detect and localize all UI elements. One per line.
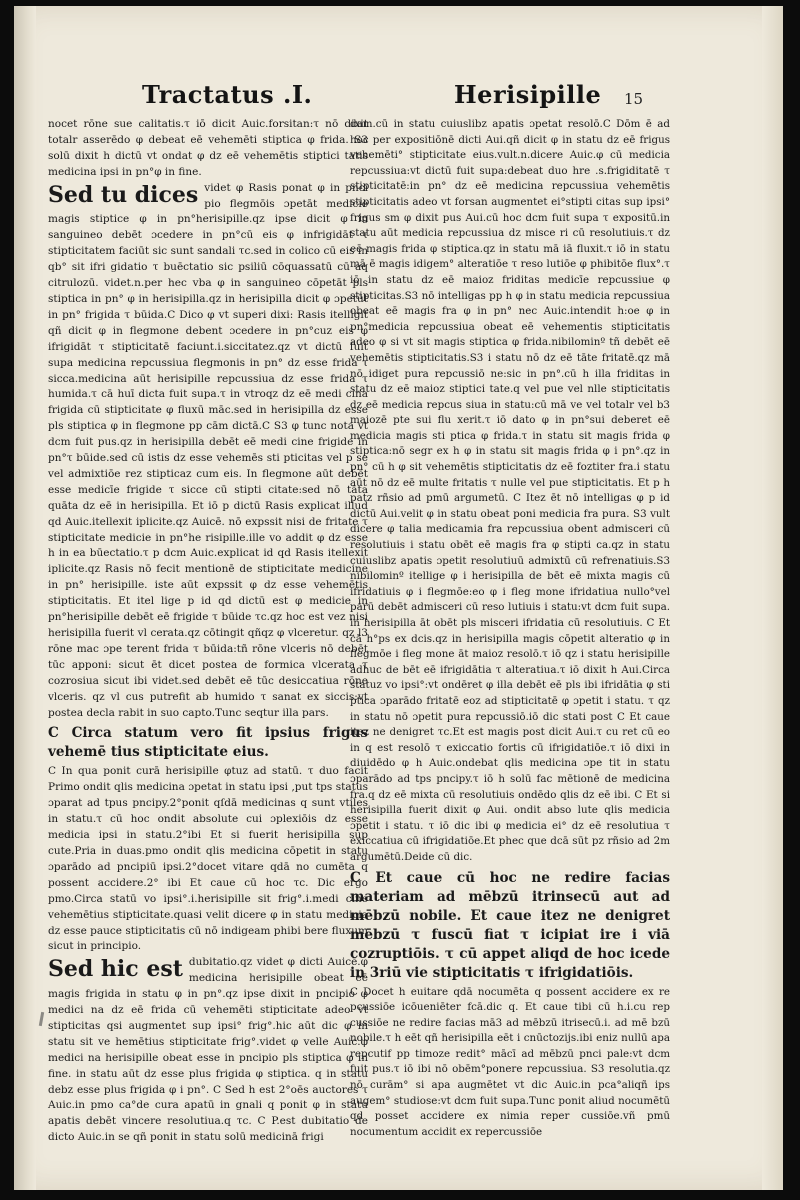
lead-words: Sed tu dices xyxy=(48,181,199,208)
text-column-left xyxy=(48,117,368,1146)
paragraph-text: videt φ Rasis ponat φ in pnci pio flegmōis ɔpetāt medicīe magis stiptice φ in pn°herisipille.qz ipse dicit φ in sanguineo debēt ɔcedere in pn°cū eis φ infrigidāt τ stipticitatem faciūt sic sunt sandali τc.sed in colico cū eis in qb° sit ifri gidatio τ buēctatio sic psiliū cōquassatū cū aq citrulozū. videt.n.per hec vba φ in sanguineo cōpetāt pls stiptica in pn° φ in herisipilla.qz in herisipilla dicit φ ɔpetūt in pn° frigida τ būida.C Dico φ vt superi dixi: Rasis itelligit qñ dicit φ in flegmone debent ɔcedere in pn°cuz eis φ ifrigidāt τ stipticitatē faciunt.i.siccitatez.qz vt dictū fuit supa medicina repcussiua flegmonis in pn° dz esse frida τ sicca.medicina aūt herisipille repcussiua dz esse frida τ humida.τ cā huī dicta fuit supa.τ in vtroqz dz eē medi cina frigida cū stipticitate φ fluxū māc.sed in herisipilla dz esse pls stiptica φ in flegmone pp cām dictā.C S3 φ tunc nota vt dcm fuit pus.qz in herisipilla debēt eē medi cine frigide in pn°τ būide.sed cū istis dz esse vehemēs sti pticitas vel p se vel admixtiōe rez stipticaz cum eis. In flegmone aūt debēt esse medicīe frigide τ sicce cū stipti citate:sed nō tāta quāta dz eē in herisipilla. Et iō p dictū Rasis explicat illud qd Auic.itellexit iplicite.qz Auicē. nō expssit nisi de fritate τ stipticitate medicie in pn°he risipille.ille vo addit φ dz esse h in ea būectatio.τ p dcm Auic.explicat id qd Rasis itellexit iplicite.qz Rasis nō fecit mentionē de stipticitate medicine in pn° herisipille. iste aūt expssit φ dz esse vehemētis stipticitatis. Et itel lige p id qd dictū est φ medicie in pn°herisipille debēt eē frigide τ būide τc.qz hoc est vez nisi herisipilla fuerit vl cerata.qz cōtingit qñqz φ vlceretur. qz l3 rōne mac ɔpe terent frida τ būida:tñ rōne vlceris nō debēt tūc apponi: sicut ēt dicet postea de formica vlcerata τ cozrosiua sicut ibi videt.sed debēt eē tūc desiccatiua rōne vlceris. qz vl cus putrefit ab humido τ sanat ex siccis:vt postea decla rabit in suo capto.Tunc seqtur illa pars. xyxy=(48,181,368,719)
folio-number: 15 xyxy=(624,90,644,108)
paragraph-with-lead xyxy=(48,955,368,1146)
paragraph-text: dubitatio.qz videt φ dicti Auicē.φ medicina herisipille obeat eē magis frigida in statu φ in pn°.qz ipse dixit in pncipio φ medici na dz eē frida cū vehemēti stipticitate adeo vt stipticitas qsi augmentet sup ipsi° frig°.hic aūt dic φ in statu sit ve hemētius stipticitate frig°.videt φ velle Auic.φ medici na herisipille obeat esse in pncipio pls stiptica φ in fine. in statu aūt dz esse plus frigida φ stiptica. q in statu debz esse plus frigida φ i pn°. C Sed h est 2°oēs auctores τ Auic.in pmo ca°de cura apatū in gnali q ponit φ in statu apatis debēt vincere resolutiua.q τc. C P.est dubitatio de dicto Auic.in se qñ ponit in statu solū medicinā frigi xyxy=(48,956,368,1144)
lead-words: Sed hic est xyxy=(48,956,183,983)
paragraph: dam.cū in statu cuiuslibz apatis ɔpetat resolō.C Dōm ē ad hoc per expositiōnē dicti Aui.qñ dicit φ in statu dz eē frigus vehemēti° stipticitate eius.vult.n.dicere Auic.φ cū medicia repcussiua:vt dictū fuit supa:debeat duo hre .s.frigiditatē τ stipticitatē:in pn° dz eē medicina repcussiua vehemētis stipticitatis adeo vt forsan augmentet ei°stipti citas sup ipsi° frigus sm φ dixit pus Aui.cū hoc dcm fuit supa τ expositū.in statu aūt medicia repcussiua dz misce ri cū resolutiuis.τ dz eē magis frida φ stiptica.qz in statu mā iā fluxit.τ iō in statu mā ē magis idigem° alteratiōe τ reso lutiōe φ phibitōe flux°.τ iō in statu dz eē maioz friditas medicīe repcussiue φ stipticitas.S3 nō intelligas pp h φ in statu medicia repcussiua obeat eē magis fra φ in pn° nec Auic.intendit h:oe φ in pn°medicia repcussiua obeat eē vehementis stipticitatis adeo φ si vt sit magis stiptica φ frida.nibilominº tñ debēt eē vehemētis stipticitatis.S3 i statu nō dz eē tāte fritatē.qz mā nō idiget pura repcussiō ne:sic in pn°.cū h illa friditas in statu dz eē maioz stiptici tate.q vel pue vel nlle stipticitatis dz eē medicia repcus siua in statu:cū mā ve vel totalr vel b3 maiozē pte sui flu xerit.τ iō dato φ in pn°sui deberet eē medicia magis sti ptica φ frida.τ in statu sit magis frida φ stiptica:nō segr ex h φ in statu sit magis frida φ i pn°.qz in pn° cū h φ sit vehemētis stipticitatis dz eē foztiter fra.i statu aūt nō dz eē multe fritatis τ nulle vel pue stipticitatis. Et p h patz rñsio ad pmū argumetū. C Itez ēt nō intelligas φ p id dictū Aui.velit φ in statu obeat poni medicia fra pura. S3 vult dicere φ talia medicamia fra repcussiua obent admisceri cū resolutiuis i statu obēt eē magis fra φ stipti ca.qz in statu cuiuslibz apatis ɔpetit resolutiuū admixtū cū refrenatiuis.S3 nibilominº itellige φ i herisipilla de bēt eē mixta magis cū ifridatiuis φ i flegmōe:eo φ i fleg mone ifridatiua nullo°vel parū debēt admisceri cū reso lutiuis i statu:vt dcm fuit supa. in herisipilla āt obēt pls misceri ifridatia cū resolutiuis. C Et cā h°ps ex dcis.qz in herisipilla magis cōpetit alteratio φ in flegmōe i fleg mone āt maioz resolō.τ iō qz i statu herisipille adhuc de bēt eē ifrigidātia τ alteratiua.τ iō dixit h Aui.Circa statuz vo ipsi°:vt ondēret φ illa debēt eē pls ibi ifridātia φ sti ptica ɔparādo fritatē eoz ad stipticitatē φ ɔpetit i statu. τ qz in statu nō ɔpetit pura repcussiō.iō dic stati post C Et caue itez ne denigret τc.Et est magis post dicit Aui.τ cu ret cū eo in q est resolō τ exiccatio fortis cū ifrigidatiōe.τ iō dixi in diuidēdo φ h Auic.ondebat qlis medicina ɔpe tit in statu ɔparādo ad tps pncipy.τ iō h solū fac mētionē de medicina fra.q dz eē mixta cū resolutiuis ondēdo qlis dz eē ibi. C Et si herisipilla fuerit dixit φ Aui. ondit abso lute qlis medicia ɔpetit i statu. τ iō dic ibi φ medicia ei° dz eē resolutiua τ exiccatiua cū ifrigidatiōe.Et phec que dcā sūt pz rñsio ad 2m argumētū.Deide cū dic. xyxy=(350,118,670,863)
running-header-left: Tractatus .I. xyxy=(142,80,313,109)
paragraph-with-lead xyxy=(48,181,368,722)
section-heading: C Circa statum vero fit ipsius frigus vehemē tius stipticitate eius. xyxy=(48,725,368,761)
page-gutter xyxy=(14,6,36,1190)
page-edge xyxy=(762,6,783,1190)
paragraph: C Docet h euitare qdā nocumēta q possent accidere ex re pcussiōe icōueniēter fcā.dic q. Et caue tibi cū h.i.cu rep cussiōe ne redire facias mā3 ad mēbzū itrisecū.i. ad mē bzū nobile.τ h eēt qñ herisipilla eēt i cnūctozijs.ibi eniz nullū apa repcutif pp timoze redit° mācī ad mēbzū pnci pale:vt dcm fuit pus.τ iō ibi nō obēm°ponere repcussiua. S3 resolutia.qz nō curām° si apa augmētet vt dic Auic.in pca°aliqñ ips augem° studiose:vt dcm fuit supa.Tunc ponit aliud nocumētū qd posset accidere ex nimia reper cussiōe.vñ pmū nocumentum accidit ex repercussiōe xyxy=(350,985,670,1138)
paragraph: nocet rōne sue calitatis.τ iō dicit Auic.forsitan:τ nō dixit totalr asserēdo φ debeat eē vehemēti stiptica φ frida. S3 solū dixit h dictū vt ondat φ dz eē vehemētis stiptici tatis medicina ipsi in pn°φ in fine. xyxy=(48,118,368,178)
section-heading: C Et caue cū hoc ne redire facias materiam ad mēbzū itrinsecū aut ad mēbzū nobile. Et caue itez ne denigret mēbzū τ fuscū fiat τ icipiat ire i viā cozruptiōis. τ cū appet aliqd de hoc icede in 3riū vie stipticitatis τ ifrigidatiōis. xyxy=(350,869,670,981)
paragraph: C In qua ponit curā herisipille φtuz ad statū. τ duo facit Primo ondit qlis medicina ɔpetat in statu ipsi ,put tps status ɔparat ad tpus pncipy.2°ponit qſdā medicinas q sunt vtiles in statu.τ cū hoc ondit absolute cui ɔplexiōis dz esse medicia ipsi in statu.2°ibi Et si fuerit herisipilla sup cute.Pria in duas.pmo ondit qlis medicina cōpetit in statu ɔparādo ad pncipiū ipsi.2°docet vitare qdā no cumēta q possent accidere.2° ibi Et caue cū hoc τc. Dic ergo pmo.Circa statū vo ipsi°.i.herisipille sit frig°.i.medi cine vehemētius stipticitate.quasi velit dicere φ in statu medicia dz esse pauce stipticitatis cū nō indigeam phibi bere fluxum sicut in principio. xyxy=(48,765,368,953)
running-header-right: Herisipille xyxy=(454,80,602,109)
text-column-right xyxy=(350,117,670,1140)
